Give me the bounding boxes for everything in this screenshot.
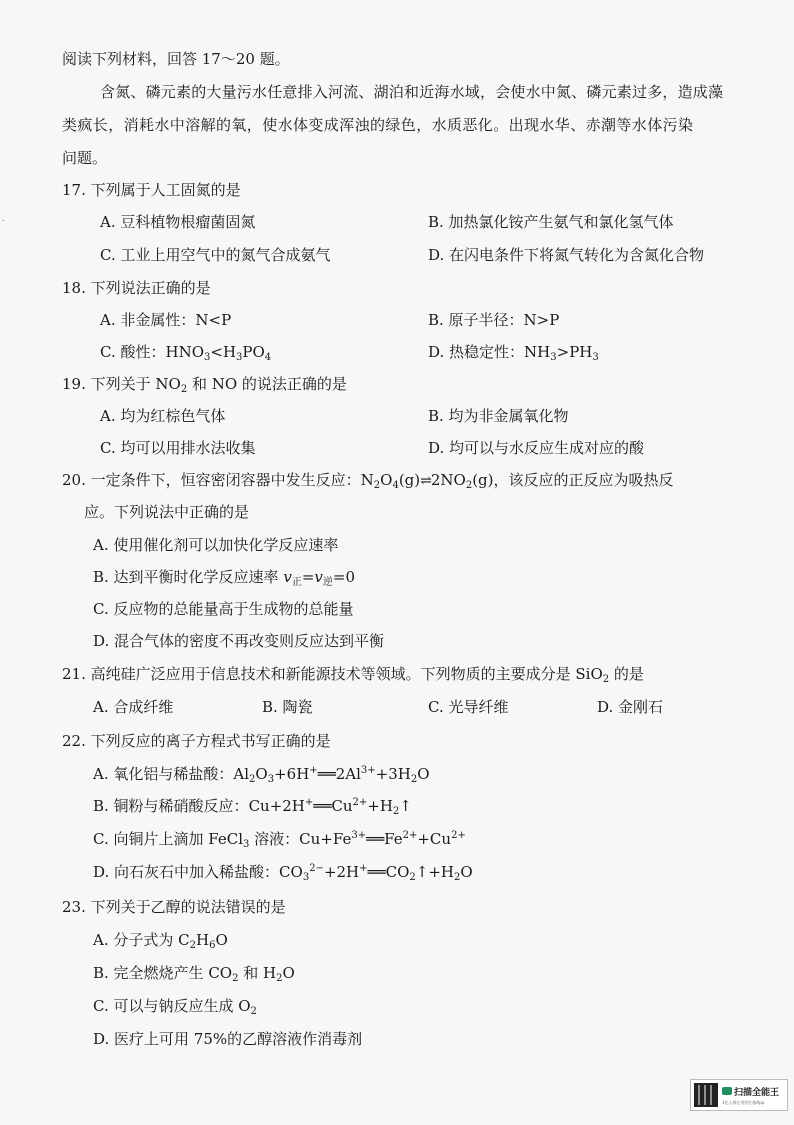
scanner-logo-icon: [722, 1087, 732, 1095]
q22-option-d: D. 向石灰石中加入稀盐酸：$CO_3^{2-}+2H^+══CO_2↑+H_2O$: [93, 863, 473, 883]
q17-option-c: C. 工业上用空气中的氮气合成氨气: [100, 246, 331, 264]
q19-option-d: D. 均可以与水反应生成对应的酸: [428, 439, 645, 457]
scanner-subtitle: 3亿人都在用的扫描App: [722, 1099, 765, 1105]
q17-stem: 17. 下列属于人工固氮的是: [62, 181, 241, 199]
passage-line-1: 含氮、磷元素的大量污水任意排入河流、湖泊和近海水域，会使水中氮、磷元素过多，造成藻: [100, 83, 724, 101]
q20-stem-cont: 应。下列说法中正确的是: [84, 503, 250, 521]
scanner-watermark: [690, 1079, 788, 1111]
q18-option-d: D. 热稳定性：$NH_3>PH_3$: [428, 343, 599, 363]
q18-option-b: B. 原子半径：N>P: [428, 311, 560, 329]
q19-option-c: C. 均可以用排水法收集: [100, 439, 256, 457]
q20-stem: 20. 一定条件下，恒容密闭容器中发生反应：$N_2O_4(g)\rightleftharpoons 2NO_2(g)$，该反应的正反应为吸热反: [62, 471, 674, 491]
q20-option-b: B. 达到平衡时化学反应速率 $v_正=v_逆=0$: [93, 568, 356, 588]
q21-stem: 21. 高纯硅广泛应用于信息技术和新能源技术等领域。下列物质的主要成分是 SiO$_2$ 的是: [62, 665, 644, 685]
q20-option-a: A. 使用催化剂可以加快化学反应速率: [93, 536, 339, 554]
q20-option-c: C. 反应物的总能量高于生成物的总能量: [93, 600, 354, 618]
q23-option-b: B. 完全燃烧产生 $CO_2$ 和 $H_2O$: [93, 964, 295, 984]
q22-option-b: B. 铜粉与稀硝酸反应：$Cu+2H^+══Cu^{2+}+H_2↑$: [93, 797, 412, 817]
q21-option-c: C. 光导纤维: [428, 698, 509, 716]
passage-heading: 阅读下列材料，回答 17～20 题。: [62, 50, 290, 68]
q20-option-d: D. 混合气体的密度不再改变则反应达到平衡: [93, 632, 385, 650]
q17-option-b: B. 加热氯化铵产生氨气和氯化氢气体: [428, 213, 674, 231]
q23-option-d: D. 医疗上可用 75%的乙醇溶液作消毒剂: [93, 1030, 363, 1048]
q23-option-c: C. 可以与钠反应生成 $O_2$: [93, 997, 257, 1017]
scanner-title: 扫描全能王: [734, 1087, 780, 1098]
q18-stem: 18. 下列说法正确的是: [62, 279, 211, 297]
equilibrium-arrow: ⇌: [420, 473, 431, 489]
q21-option-b: B. 陶瓷: [262, 698, 313, 716]
q19-stem: 19. 下列关于 $NO_2$ 和 NO 的说法正确的是: [62, 375, 347, 395]
passage-line-2: 类疯长，消耗水中溶解的氧，使水体变成浑浊的绿色，水质恶化。出现水华、赤潮等水体污染: [62, 116, 694, 134]
q22-stem: 22. 下列反应的离子方程式书写正确的是: [62, 732, 331, 750]
q22-option-c: C. 向铜片上滴加 FeCl$_3$ 溶液：$Cu+Fe^{3+}══Fe^{2+}+Cu^{2+}$: [93, 830, 466, 850]
q18-option-a: A. 非金属性：N<P: [100, 311, 232, 329]
q17-option-a: A. 豆科植物根瘤菌固氮: [100, 213, 256, 231]
q23-option-a: A. 分子式为 $C_2H_6O$: [93, 931, 228, 951]
passage-line-3: 问题。: [62, 149, 108, 167]
margin-mark: .: [2, 214, 5, 223]
q19-option-a: A. 均为红棕色气体: [100, 407, 226, 425]
q17-option-d: D. 在闪电条件下将氮气转化为含氮化合物: [428, 246, 705, 264]
q22-option-a: A. 氧化铝与稀盐酸：$Al_2O_3+6H^+══2Al^{3+}+3H_2O$: [93, 765, 430, 785]
q21-option-d: D. 金刚石: [597, 698, 664, 716]
q23-stem: 23. 下列关于乙醇的说法错误的是: [62, 898, 286, 916]
qr-code-icon: [694, 1083, 718, 1107]
q21-option-a: A. 合成纤维: [93, 698, 174, 716]
q18-option-c: C. 酸性：$HNO_3<H_3PO_4$: [100, 343, 272, 363]
q19-option-b: B. 均为非金属氧化物: [428, 407, 569, 425]
